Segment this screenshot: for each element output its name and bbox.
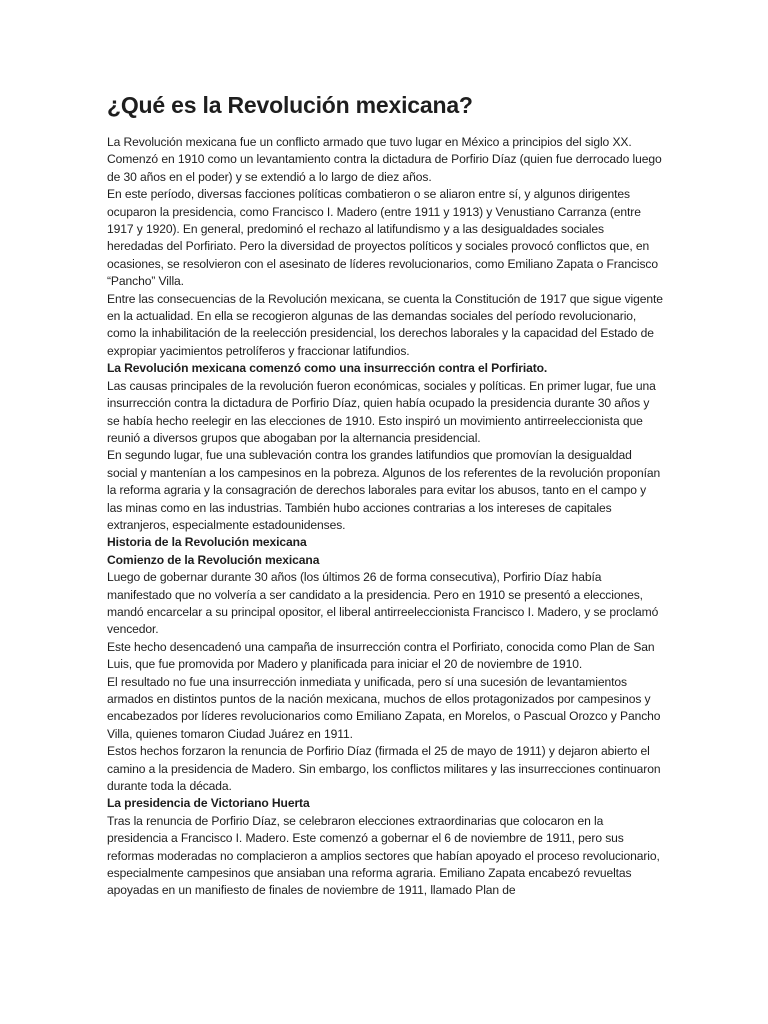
document-title: ¿Qué es la Revolución mexicana? <box>107 92 473 118</box>
causes-heading: La Revolución mexicana comenzó como una insurrección contra el Porfiriato. <box>107 361 548 376</box>
document-body <box>107 134 663 900</box>
causes-paragraph-1: Las causas principales de la revolución fueron económicas, sociales y políticas. En primer lugar, fue una insurrección contra la dictadura de Porfirio Díaz, quien había ocupado la presidencia durante 30 años y se había hecho reelegir en las elecciones de 1910. Esto inspiró un movimiento antirreeleccionista que reunió a diversos grupos que abogaban por la alternancia presidencial. <box>107 378 656 445</box>
document-page <box>107 90 663 900</box>
intro-paragraph-1: La Revolución mexicana fue un conflicto armado que tuvo lugar en México a principios del siglo XX. Comenzó en 1910 como un levantamiento contra la dictadura de Porfirio Díaz (quien fue derrocado luego de 30 años en el poder) y se extendió a lo largo de diez años. <box>107 135 662 184</box>
history-heading: Historia de la Revolución mexicana <box>107 535 307 550</box>
beginning-paragraph-4: Estos hechos forzaron la renuncia de Porfirio Díaz (firmada el 25 de mayo de 1911) y dejaron abierto el camino a la presidencia de Madero. Sin embargo, los conflictos militares y las insurrecciones continuaron durante toda la década. <box>107 744 661 794</box>
intro-paragraph-2: En este período, diversas facciones políticas combatieron o se aliaron entre sí, y algunos dirigentes ocuparon la presidencia, como Francisco I. Madero (entre 1911 y 1913) y Venustiano Carranza (entre 1917 y 1920). En general, predominó el rechazo al latifundismo y a las desigualdades sociales heredadas del Porfiriato. Pero la diversidad de proyectos políticos y sociales provocó conflictos que, en ocasiones, se resolvieron con el asesinato de líderes revolucionarios, como Emiliano Zapata o Francisco “Pancho” Villa. <box>107 187 659 289</box>
beginning-heading: Comienzo de la Revolución mexicana <box>107 552 320 567</box>
intro-paragraph-3: Entre las consecuencias de la Revolución mexicana, se cuenta la Constitución de 1917 que sigue vigente en la actualidad. En ella se recogieron algunas de las demandas sociales del período revolucionario, como la inhabilitación de la reelección presidencial, los derechos laborales y la capacidad del Estado de expropiar yacimientos petrolíferos y fraccionar latifundios. <box>107 291 663 358</box>
huerta-heading: La presidencia de Victoriano Huerta <box>107 796 310 811</box>
causes-paragraph-2: En segundo lugar, fue una sublevación contra los grandes latifundios que promovían la desigualdad social y mantenían a los campesinos en la pobreza. Algunos de los referentes de la revolución proponían la reforma agraria y la consagración de derechos laborales para evitar los abusos, tanto en el campo y las minas como en las industrias. También hubo acciones contrarias a los intereses de capitales extranjeros, especialmente estadounidenses. <box>107 448 661 532</box>
beginning-paragraph-3: El resultado no fue una insurrección inmediata y unificada, pero sí una sucesión de levantamientos armados en distintos puntos de la nación mexicana, muchos de ellos protagonizados por campesinos y encabezados por líderes revolucionarios como Emiliano Zapata, en Morelos, o Pascual Orozco y Pancho Villa, quienes tomaron Ciudad Juárez en 1911. <box>107 674 661 741</box>
beginning-paragraph-2: Este hecho desencadenó una campaña de insurrección contra el Porfiriato, conocida como Plan de San Luis, que fue promovida por Madero y planificada para iniciar el 20 de noviembre de 1910. <box>107 639 655 672</box>
beginning-paragraph-1: Luego de gobernar durante 30 años (los últimos 26 de forma consecutiva), Porfirio Díaz había manifestado que no volvería a ser candidato a la presidencia. Pero en 1910 se presentó a elecciones, mandó encarcelar a su principal opositor, el liberal antirreeleccionista Francisco I. Madero, y se proclamó vencedor. <box>107 570 659 637</box>
huerta-paragraph-1: Tras la renuncia de Porfirio Díaz, se celebraron elecciones extraordinarias que colocaron en la presidencia a Francisco I. Madero. Este comenzó a gobernar el 6 de noviembre de 1911, pero sus reformas moderadas no complacieron a amplios sectores que habían apoyado el proceso revolucionario, especialmente campesinos que ansiaban una reforma agraria. Emiliano Zapata encabezó revueltas apoyadas en un manifiesto de finales de noviembre de 1911, llamado Plan de <box>107 813 660 898</box>
